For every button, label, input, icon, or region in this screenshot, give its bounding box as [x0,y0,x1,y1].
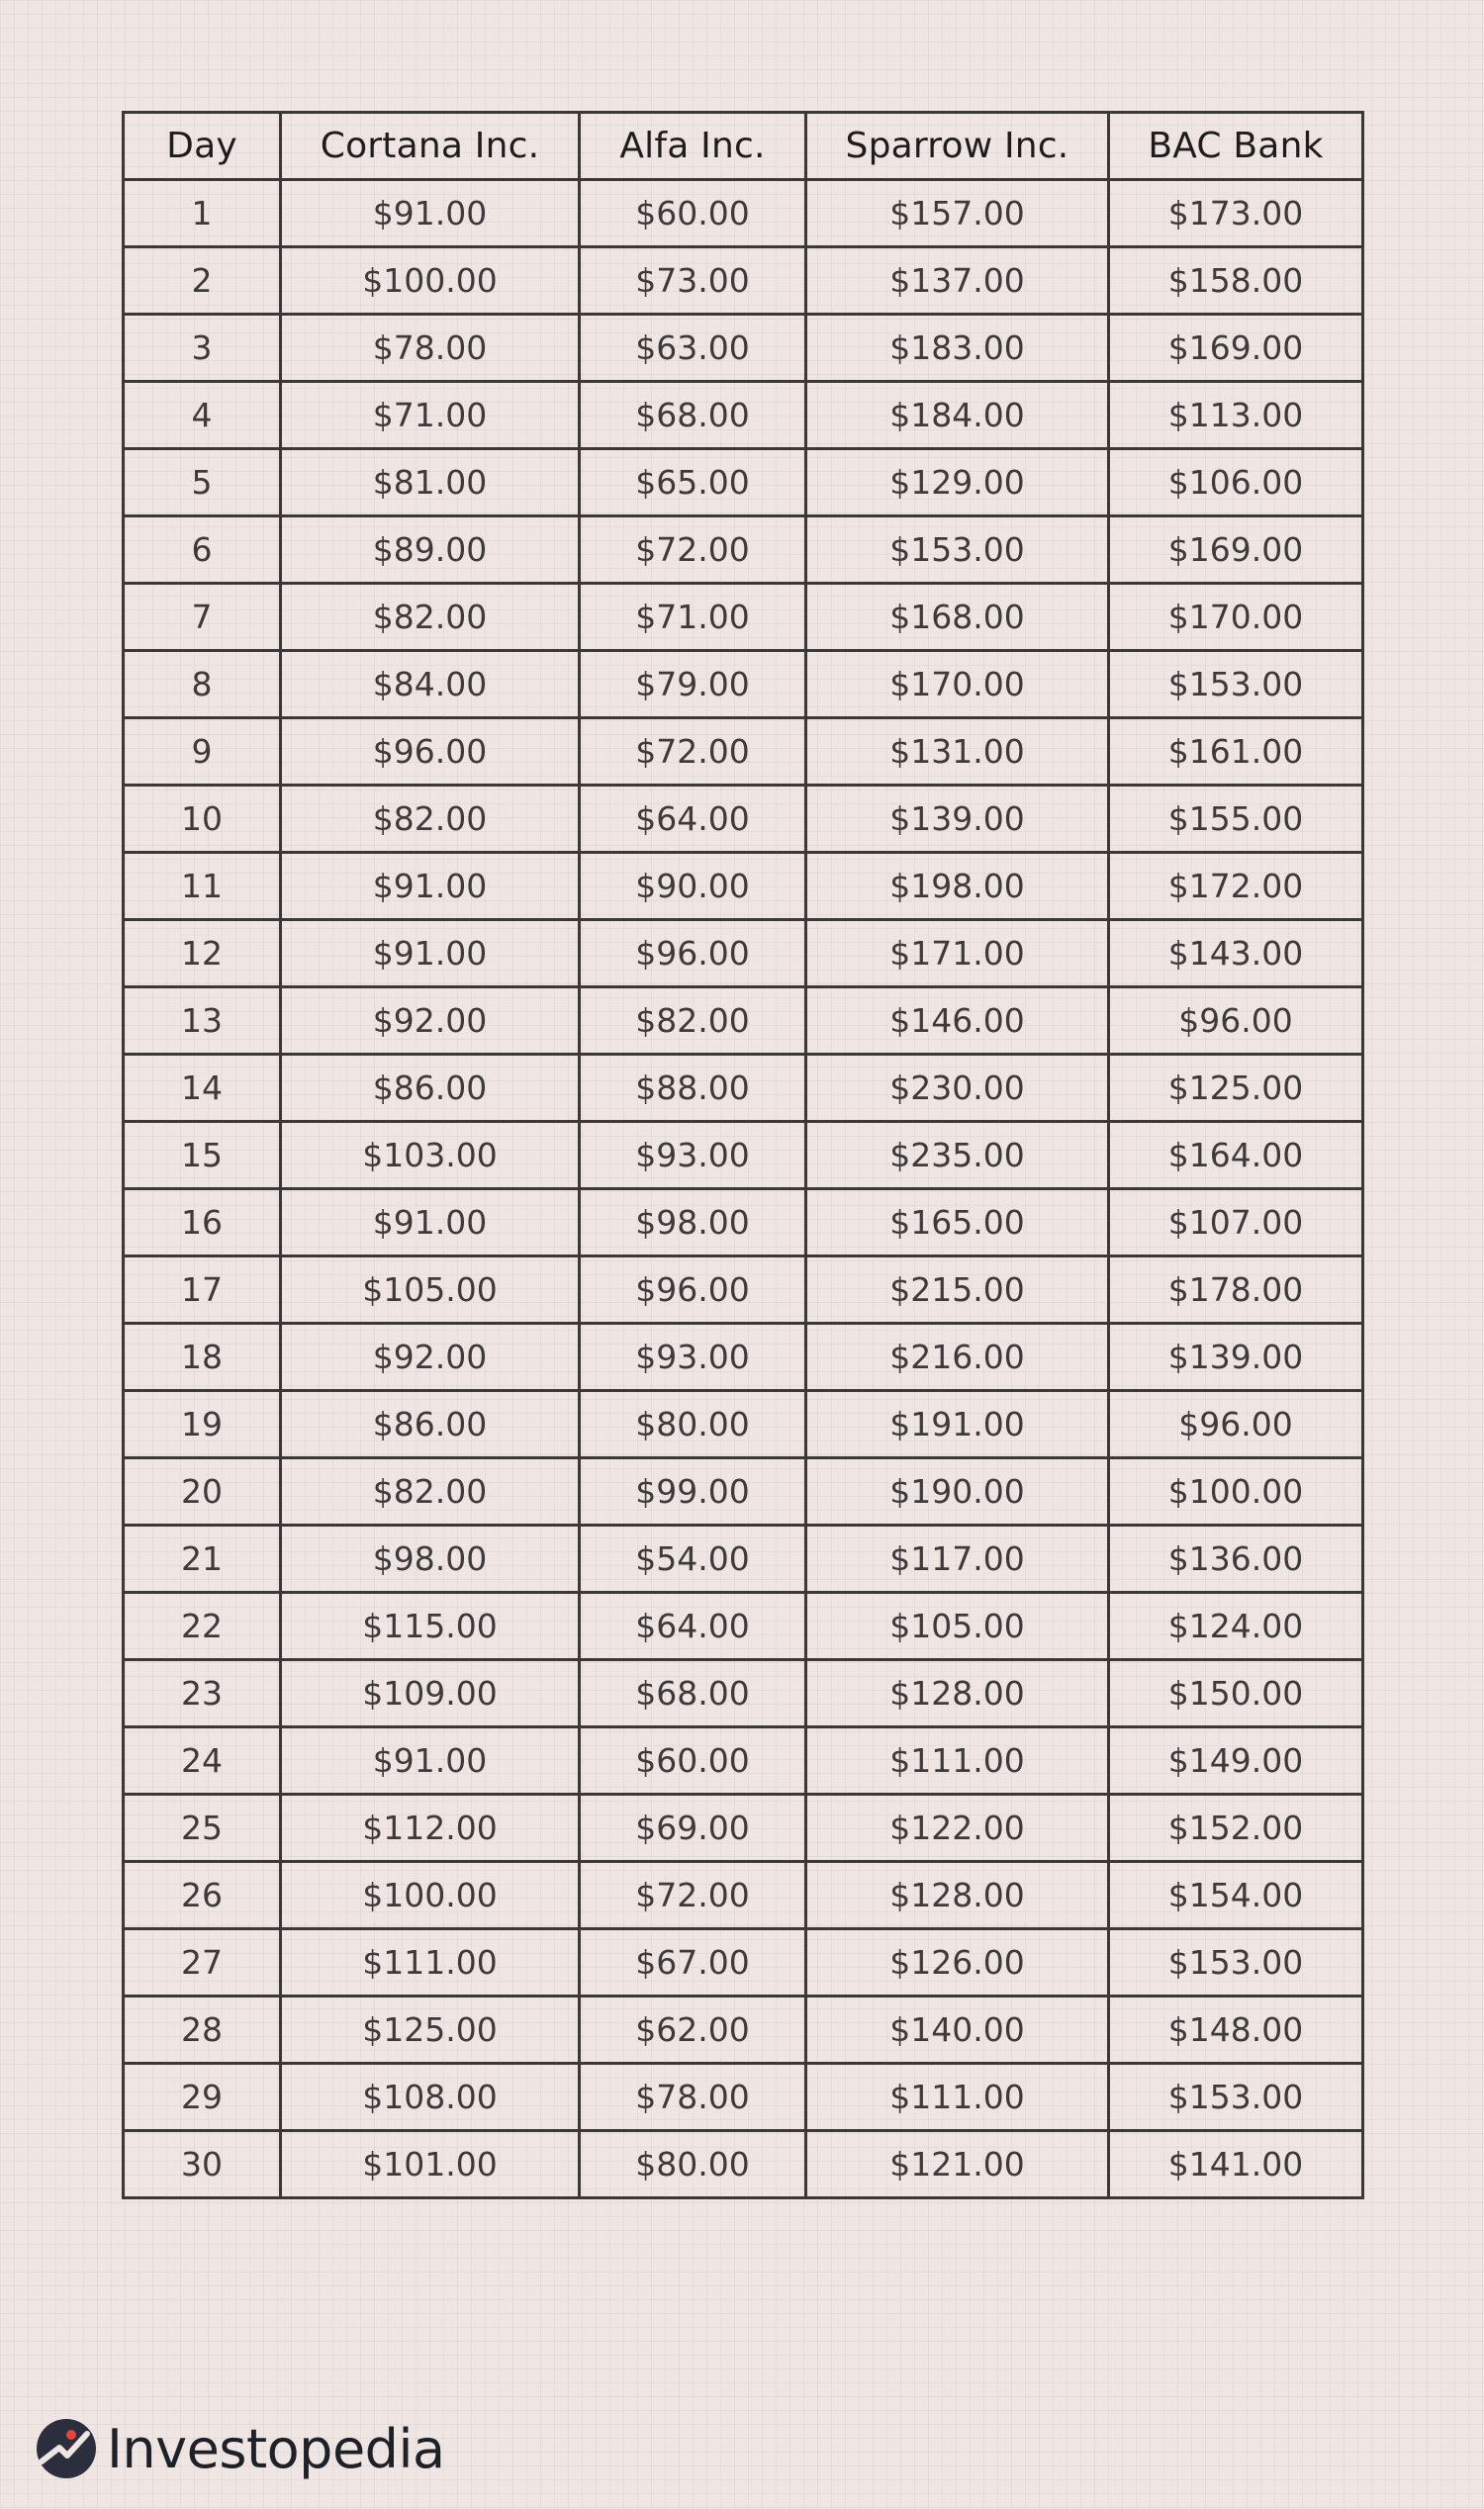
cell-bac-bank: $153.00 [1109,651,1363,718]
table-row [124,1055,1363,1122]
stock-price-table [122,111,1364,2199]
cell-cortana: $100.00 [281,1862,580,1929]
cell-alfa: $62.00 [580,1997,806,2064]
cell-day: 7 [124,584,281,651]
cell-alfa: $60.00 [580,1727,806,1795]
cell-day: 4 [124,382,281,449]
cell-cortana: $100.00 [281,247,580,315]
table-row [124,718,1363,786]
cell-sparrow: $129.00 [806,449,1109,516]
cell-bac-bank: $96.00 [1109,1391,1363,1458]
cell-day: 10 [124,786,281,853]
cell-alfa: $98.00 [580,1189,806,1256]
table-row [124,651,1363,718]
cell-sparrow: $111.00 [806,1727,1109,1795]
cell-bac-bank: $148.00 [1109,1997,1363,2064]
cell-sparrow: $126.00 [806,1929,1109,1997]
cell-day: 8 [124,651,281,718]
header-day: Day [124,113,281,180]
cell-bac-bank: $125.00 [1109,1055,1363,1122]
cell-sparrow: $157.00 [806,180,1109,247]
cell-bac-bank: $155.00 [1109,786,1363,853]
cell-sparrow: $105.00 [806,1593,1109,1660]
cell-day: 12 [124,920,281,987]
cell-sparrow: $235.00 [806,1122,1109,1189]
cell-day: 18 [124,1324,281,1391]
cell-sparrow: $171.00 [806,920,1109,987]
cell-day: 22 [124,1593,281,1660]
table-header-row [124,113,1363,180]
cell-sparrow: $140.00 [806,1997,1109,2064]
cell-day: 15 [124,1122,281,1189]
cell-cortana: $91.00 [281,180,580,247]
cell-cortana: $86.00 [281,1391,580,1458]
cell-sparrow: $139.00 [806,786,1109,853]
brand-name: Investopedia [107,2417,445,2480]
cell-day: 16 [124,1189,281,1256]
cell-bac-bank: $172.00 [1109,853,1363,920]
cell-sparrow: $122.00 [806,1795,1109,1862]
investopedia-logo [36,2416,445,2481]
cell-alfa: $71.00 [580,584,806,651]
cell-cortana: $78.00 [281,315,580,382]
cell-bac-bank: $136.00 [1109,1526,1363,1593]
cell-cortana: $91.00 [281,920,580,987]
cell-alfa: $99.00 [580,1458,806,1526]
cell-sparrow: $168.00 [806,584,1109,651]
table-row [124,516,1363,584]
cell-cortana: $98.00 [281,1526,580,1593]
cell-cortana: $105.00 [281,1256,580,1324]
cell-bac-bank: $170.00 [1109,584,1363,651]
cell-sparrow: $117.00 [806,1526,1109,1593]
table-row [124,1997,1363,2064]
cell-sparrow: $215.00 [806,1256,1109,1324]
cell-day: 30 [124,2131,281,2198]
cell-alfa: $65.00 [580,449,806,516]
cell-sparrow: $190.00 [806,1458,1109,1526]
cell-sparrow: $165.00 [806,1189,1109,1256]
cell-cortana: $112.00 [281,1795,580,1862]
cell-cortana: $89.00 [281,516,580,584]
header-cortana: Cortana Inc. [281,113,580,180]
table-row [124,584,1363,651]
table-row [124,180,1363,247]
cell-alfa: $90.00 [580,853,806,920]
cell-day: 27 [124,1929,281,1997]
cell-day: 21 [124,1526,281,1593]
table-body [124,180,1363,2198]
cell-bac-bank: $139.00 [1109,1324,1363,1391]
cell-alfa: $80.00 [580,2131,806,2198]
cell-bac-bank: $153.00 [1109,2064,1363,2131]
cell-bac-bank: $169.00 [1109,315,1363,382]
cell-bac-bank: $169.00 [1109,516,1363,584]
cell-alfa: $63.00 [580,315,806,382]
table-row [124,1458,1363,1526]
cell-day: 11 [124,853,281,920]
table-row [124,1122,1363,1189]
cell-sparrow: $170.00 [806,651,1109,718]
cell-cortana: $96.00 [281,718,580,786]
cell-day: 2 [124,247,281,315]
cell-day: 9 [124,718,281,786]
cell-cortana: $103.00 [281,1122,580,1189]
cell-sparrow: $128.00 [806,1660,1109,1727]
cell-sparrow: $198.00 [806,853,1109,920]
cell-bac-bank: $149.00 [1109,1727,1363,1795]
cell-sparrow: $184.00 [806,382,1109,449]
cell-day: 28 [124,1997,281,2064]
cell-day: 17 [124,1256,281,1324]
cell-day: 13 [124,987,281,1055]
cell-day: 24 [124,1727,281,1795]
cell-bac-bank: $164.00 [1109,1122,1363,1189]
cell-sparrow: $146.00 [806,987,1109,1055]
cell-bac-bank: $158.00 [1109,247,1363,315]
cell-sparrow: $111.00 [806,2064,1109,2131]
cell-bac-bank: $161.00 [1109,718,1363,786]
cell-alfa: $54.00 [580,1526,806,1593]
table-row [124,247,1363,315]
cell-alfa: $93.00 [580,1324,806,1391]
cell-sparrow: $191.00 [806,1391,1109,1458]
cell-day: 5 [124,449,281,516]
table-row [124,315,1363,382]
header-bac-bank: BAC Bank [1109,113,1363,180]
cell-sparrow: $137.00 [806,247,1109,315]
table-row [124,1593,1363,1660]
cell-alfa: $72.00 [580,516,806,584]
cell-sparrow: $230.00 [806,1055,1109,1122]
cell-alfa: $60.00 [580,180,806,247]
cell-cortana: $125.00 [281,1997,580,2064]
cell-cortana: $101.00 [281,2131,580,2198]
cell-alfa: $68.00 [580,1660,806,1727]
cell-alfa: $64.00 [580,1593,806,1660]
cell-day: 23 [124,1660,281,1727]
investopedia-logo-icon [36,2418,97,2479]
header-alfa: Alfa Inc. [580,113,806,180]
cell-alfa: $78.00 [580,2064,806,2131]
table-row [124,1660,1363,1727]
cell-day: 20 [124,1458,281,1526]
table-row [124,1727,1363,1795]
cell-cortana: $91.00 [281,853,580,920]
cell-cortana: $86.00 [281,1055,580,1122]
cell-cortana: $111.00 [281,1929,580,1997]
cell-day: 29 [124,2064,281,2131]
cell-bac-bank: $96.00 [1109,987,1363,1055]
cell-bac-bank: $178.00 [1109,1256,1363,1324]
cell-alfa: $80.00 [580,1391,806,1458]
table-row [124,853,1363,920]
cell-bac-bank: $143.00 [1109,920,1363,987]
cell-cortana: $109.00 [281,1660,580,1727]
cell-cortana: $92.00 [281,987,580,1055]
cell-cortana: $81.00 [281,449,580,516]
table-row [124,920,1363,987]
table-row [124,382,1363,449]
cell-cortana: $82.00 [281,786,580,853]
cell-alfa: $82.00 [580,987,806,1055]
cell-day: 19 [124,1391,281,1458]
cell-alfa: $73.00 [580,247,806,315]
cell-bac-bank: $153.00 [1109,1929,1363,1997]
cell-bac-bank: $154.00 [1109,1862,1363,1929]
table-row [124,1929,1363,1997]
cell-day: 1 [124,180,281,247]
table-row [124,786,1363,853]
cell-bac-bank: $106.00 [1109,449,1363,516]
cell-alfa: $96.00 [580,920,806,987]
header-sparrow: Sparrow Inc. [806,113,1109,180]
cell-sparrow: $131.00 [806,718,1109,786]
table-row [124,1256,1363,1324]
table-row [124,987,1363,1055]
cell-alfa: $72.00 [580,718,806,786]
cell-alfa: $72.00 [580,1862,806,1929]
cell-sparrow: $183.00 [806,315,1109,382]
cell-day: 3 [124,315,281,382]
cell-day: 26 [124,1862,281,1929]
cell-alfa: $96.00 [580,1256,806,1324]
cell-alfa: $64.00 [580,786,806,853]
cell-alfa: $93.00 [580,1122,806,1189]
cell-sparrow: $216.00 [806,1324,1109,1391]
table-row [124,1526,1363,1593]
cell-bac-bank: $113.00 [1109,382,1363,449]
cell-sparrow: $121.00 [806,2131,1109,2198]
cell-cortana: $108.00 [281,2064,580,2131]
cell-day: 6 [124,516,281,584]
cell-bac-bank: $124.00 [1109,1593,1363,1660]
cell-alfa: $88.00 [580,1055,806,1122]
cell-bac-bank: $107.00 [1109,1189,1363,1256]
table-row [124,1795,1363,1862]
table-row [124,1324,1363,1391]
cell-bac-bank: $100.00 [1109,1458,1363,1526]
cell-cortana: $91.00 [281,1727,580,1795]
cell-alfa: $68.00 [580,382,806,449]
cell-cortana: $91.00 [281,1189,580,1256]
table-row [124,2064,1363,2131]
table-row [124,1391,1363,1458]
cell-bac-bank: $141.00 [1109,2131,1363,2198]
cell-bac-bank: $173.00 [1109,180,1363,247]
table-row [124,1862,1363,1929]
cell-alfa: $67.00 [580,1929,806,1997]
cell-day: 14 [124,1055,281,1122]
cell-bac-bank: $152.00 [1109,1795,1363,1862]
cell-bac-bank: $150.00 [1109,1660,1363,1727]
cell-cortana: $84.00 [281,651,580,718]
table-row [124,1189,1363,1256]
cell-cortana: $82.00 [281,1458,580,1526]
cell-cortana: $92.00 [281,1324,580,1391]
cell-sparrow: $153.00 [806,516,1109,584]
cell-cortana: $82.00 [281,584,580,651]
table-row [124,449,1363,516]
cell-sparrow: $128.00 [806,1862,1109,1929]
cell-cortana: $115.00 [281,1593,580,1660]
cell-alfa: $79.00 [580,651,806,718]
table-row [124,2131,1363,2198]
cell-day: 25 [124,1795,281,1862]
cell-alfa: $69.00 [580,1795,806,1862]
cell-cortana: $71.00 [281,382,580,449]
